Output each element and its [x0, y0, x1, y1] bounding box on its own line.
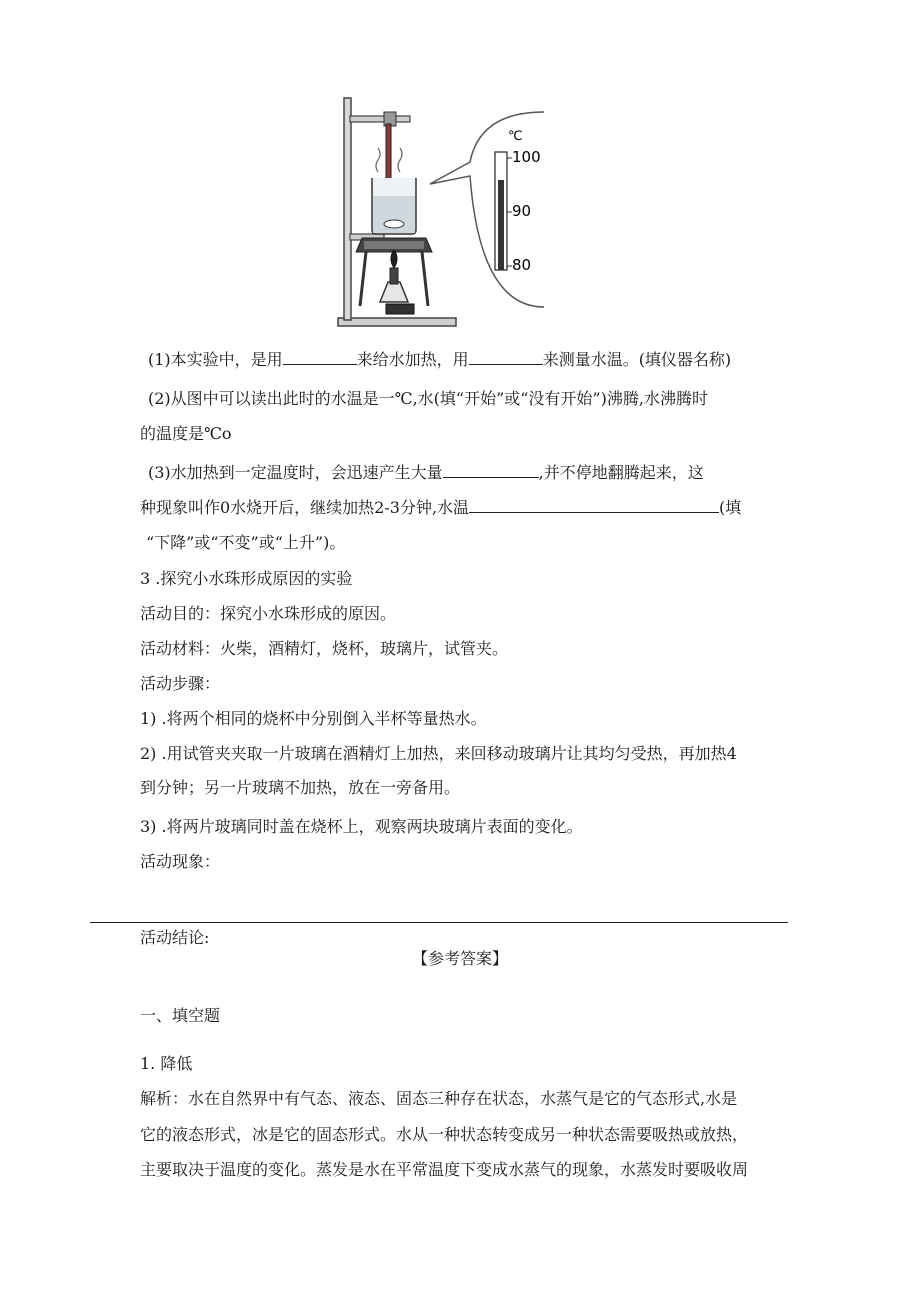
q1-text-b: 来给水加热，用 [356, 350, 469, 369]
q1-text-c: 来测量水温。(填仪器名称) [542, 350, 732, 369]
question-3-line-3: “下降”或“不变”或“上升”)。 [146, 533, 346, 552]
section-3-title: 3 .探究小水珠形成原因的实验 [140, 569, 353, 588]
question-2-line-2: 的温度是℃o [140, 424, 232, 443]
q1-blank-heater [283, 350, 357, 365]
question-3-line-1 [148, 463, 704, 483]
q3-text-2a: 种现象叫作0水烧开后，继续加热2-3分钟,水温 [140, 498, 470, 517]
answer-divider-line [90, 922, 788, 923]
question-2-line-1: (2)从图中可以读出此时的水温是一℃,水(填“开始”或“没有开始”)沸腾,水沸腾时 [148, 389, 708, 408]
explanation-line-3: 主要取决于温度的变化。蒸发是水在平常温度下变成水蒸气的现象，水蒸发时要吸收周 [140, 1160, 749, 1179]
activity-step-3: 3) .将两片玻璃同时盖在烧杯上，观察两块玻璃片表面的变化。 [140, 817, 583, 836]
q3-text-2b: (填 [719, 498, 742, 517]
answer-1: 1. 降低 [140, 1054, 193, 1073]
activity-step-1: 1) .将两个相同的烧杯中分别倒入半杯等量热水。 [140, 709, 487, 728]
question-3-line-2 [140, 498, 741, 518]
thermometer-unit-label: ℃ [508, 129, 523, 144]
answers-part-1-title: 一、填空题 [140, 1006, 221, 1025]
question-1 [148, 350, 731, 370]
explanation-line-2: 它的液态形式，冰是它的固态形式。水从一种状态转变成另一种状态需要吸热或放热， [140, 1125, 749, 1144]
scale-label-80: 80 [512, 256, 532, 274]
q3-blank-bubbles [443, 463, 539, 478]
q3-text-1b: ,并不停地翻腾起来，这 [538, 463, 704, 482]
scale-label-90: 90 [512, 202, 532, 220]
scale-label-100: 100 [512, 148, 541, 166]
q1-blank-thermometer [469, 350, 543, 365]
activity-step-2-line-1: 2) .用试管夹夹取一片玻璃在酒精灯上加热，来回移动玻璃片让其均匀受热，再加热4 [140, 744, 737, 763]
activity-step-2-line-2: 到分钟；另一片玻璃不加热，放在一旁备用。 [140, 778, 461, 797]
explanation-line-1: 解析：水在自然界中有气态、液态、固态三种存在状态，水蒸气是它的气态形式,水是 [140, 1089, 738, 1108]
answers-heading: 【参考答案】 [411, 949, 508, 968]
activity-phenomenon-label: 活动现象： [140, 852, 221, 871]
experiment-apparatus-figure [330, 92, 545, 337]
q3-blank-temperature [469, 498, 719, 513]
q3-text-1a: (3)水加热到一定温度时，会迅速产生大量 [148, 463, 443, 482]
activity-materials: 活动材料：火柴，酒精灯，烧杯，玻璃片，试管夹。 [140, 639, 509, 658]
activity-steps-label: 活动步骤： [140, 674, 221, 693]
activity-purpose: 活动目的：探究小水珠形成的原因。 [140, 604, 397, 623]
q1-text-a: (1)本实验中，是用 [148, 350, 283, 369]
activity-conclusion-label: 活动结论: [140, 928, 210, 947]
